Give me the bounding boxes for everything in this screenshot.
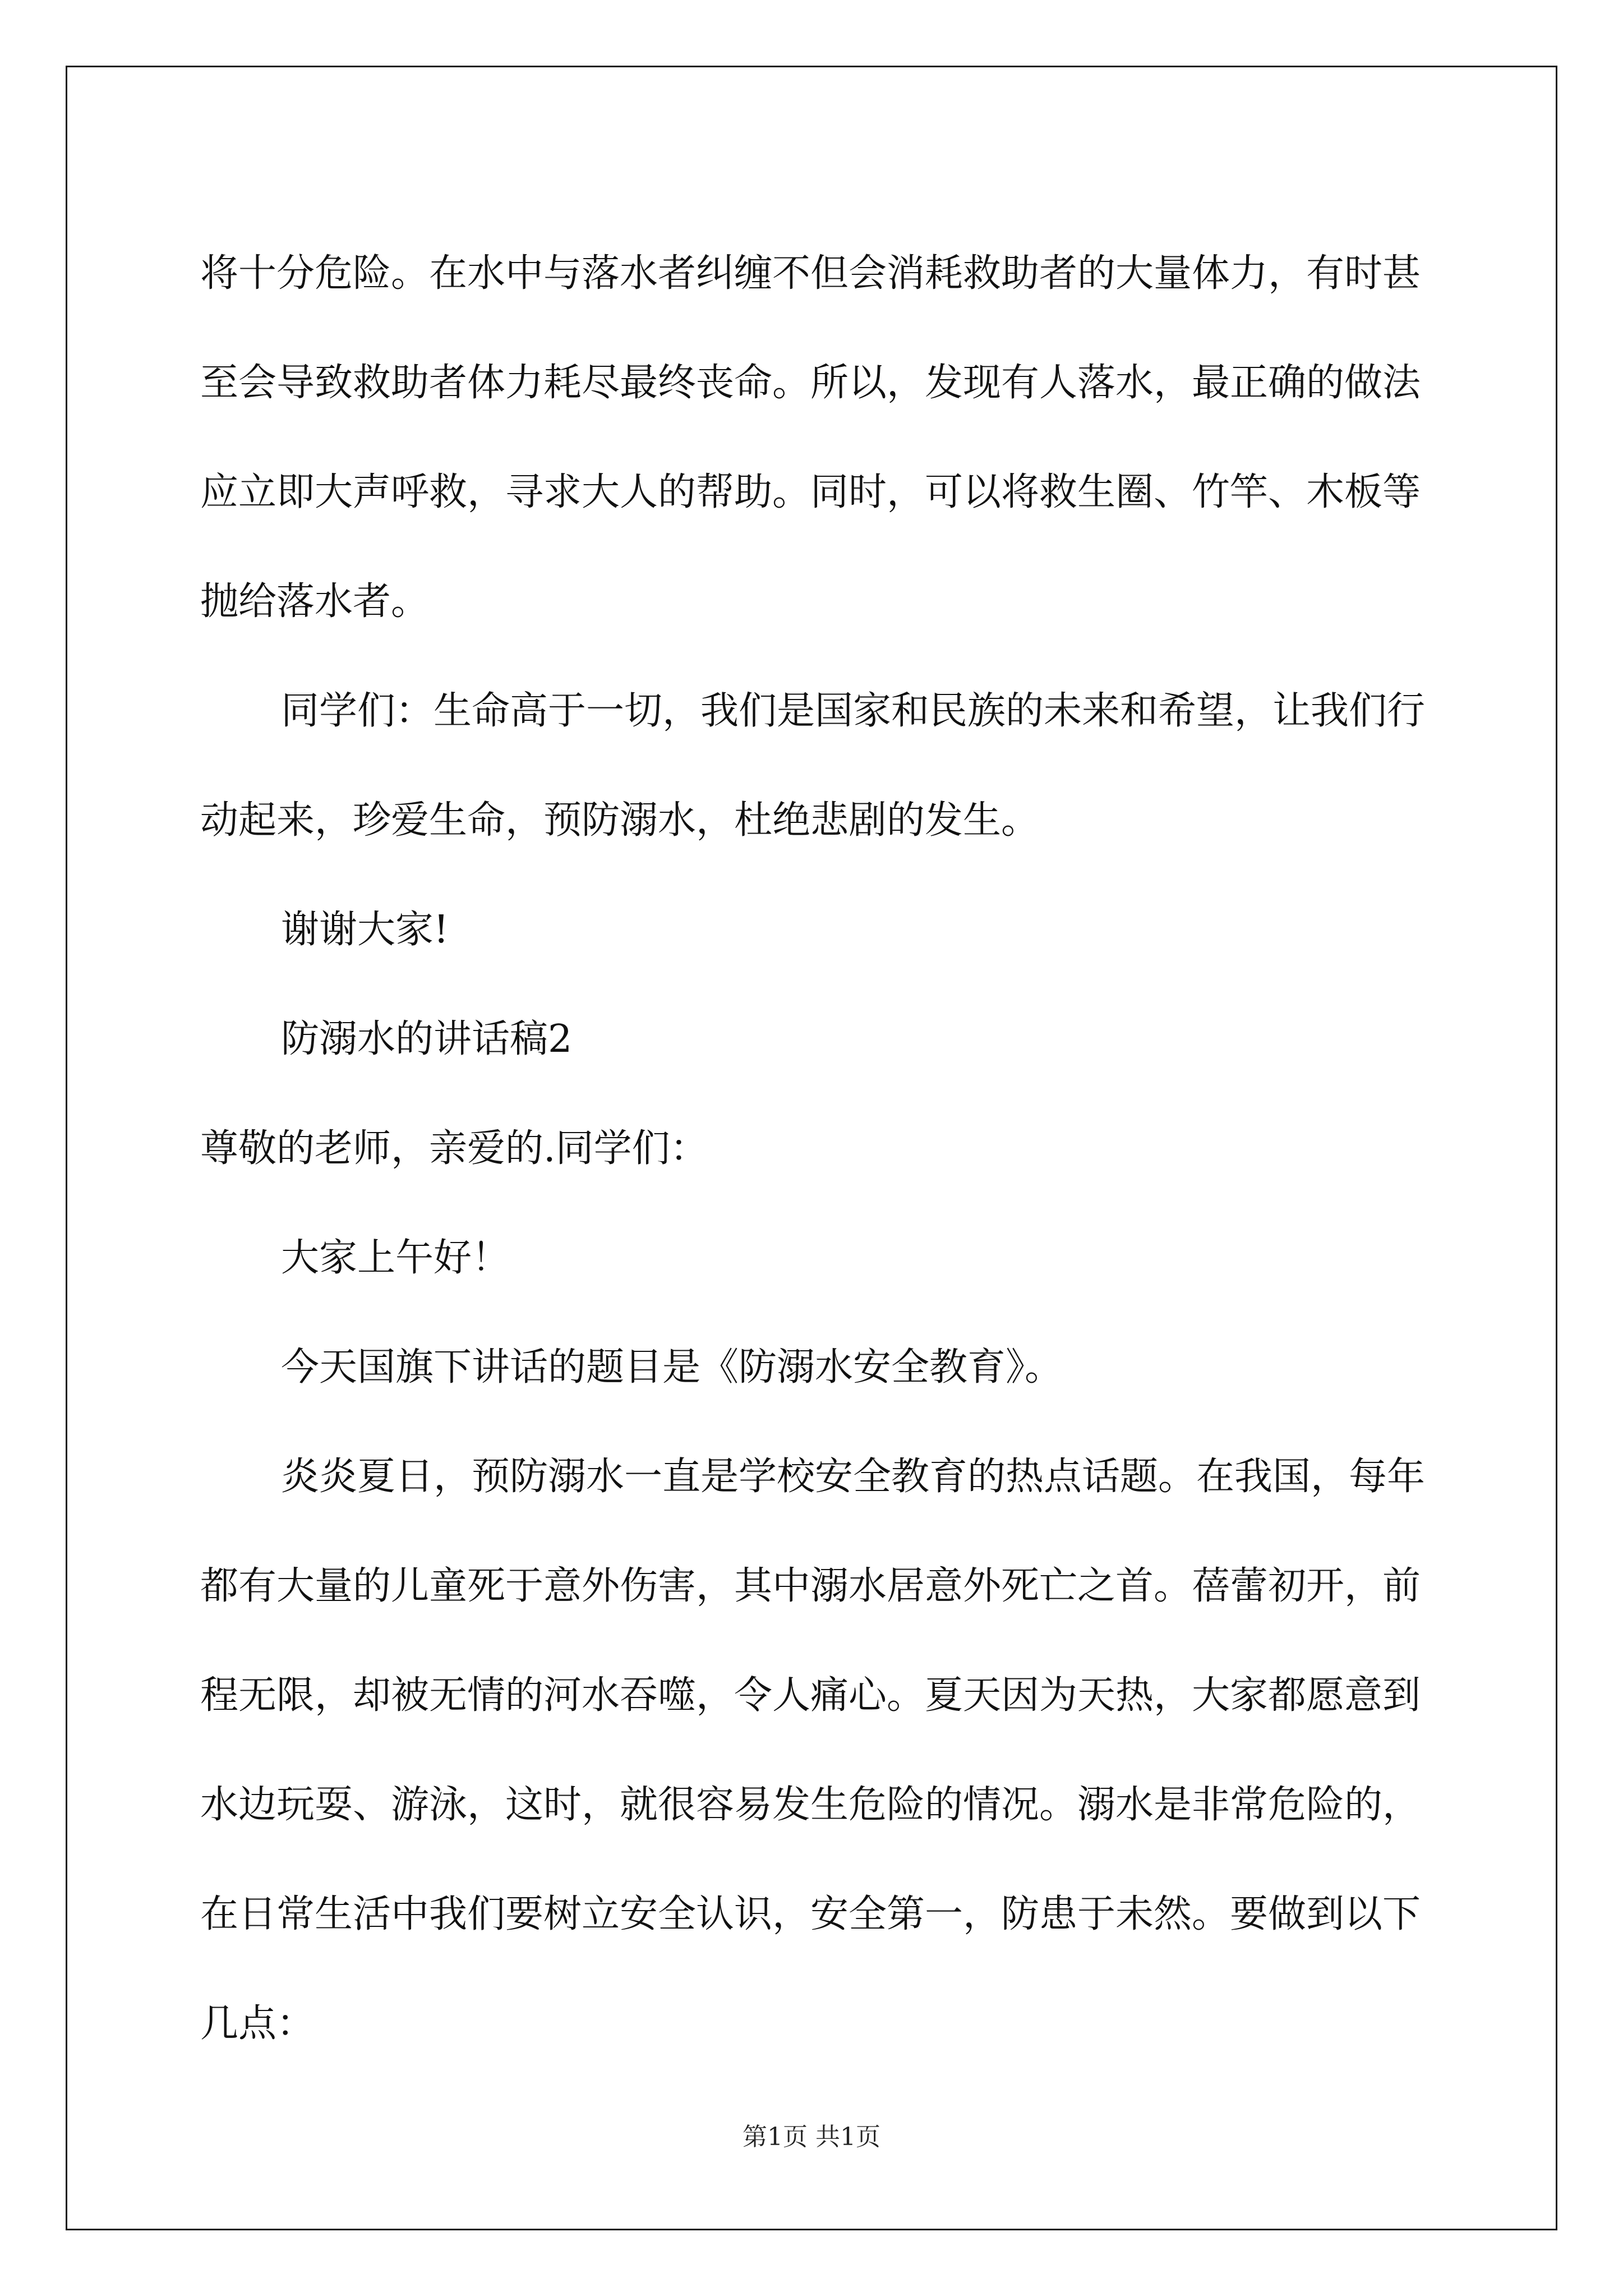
paragraph: 大家上午好！ bbox=[281, 1236, 510, 1280]
section-heading: 防溺水的讲话稿2 bbox=[281, 1017, 573, 1061]
paragraph: 同学们：生命高于一切，我们是国家和民族的未来和希望，让我们行动起来，珍爱生命，预防溺水，杜绝悲剧的发生。 bbox=[200, 689, 1426, 843]
document-body bbox=[200, 219, 1434, 2078]
page-number-footer: 第1页 共1页 bbox=[743, 2123, 880, 2151]
paragraph: 今天国旗下讲话的题目是《防溺水安全教育》。 bbox=[281, 1345, 1063, 1389]
paragraph: 将十分危险。在水中与落水者纠缠不但会消耗救助者的大量体力，有时甚至会导致救助者体力耗尽最终丧命。所以，发现有人落水，最正确的做法应立即大声呼救，寻求大人的帮助。同时，可以将救生圈、竹竿、木板等抛给落水者。 bbox=[200, 251, 1421, 624]
salutation: 尊敬的老师，亲爱的.同学们： bbox=[200, 1126, 708, 1171]
paragraph: 谢谢大家! bbox=[281, 908, 449, 952]
paragraph: 炎炎夏日，预防溺水一直是学校安全教育的热点话题。在我国，每年都有大量的儿童死于意外伤害，其中溺水居意外死亡之首。蓓蕾初开，前程无限，却被无情的河水吞噬，令人痛心。夏天因为天热，大家都愿意到水边玩耍、游泳，这时，就很容易发生危险的情况。溺水是非常危险的，在日常生活中我们要树立安全认识，安全第一，防患于未然。要做到以下几点： bbox=[200, 1455, 1426, 2046]
